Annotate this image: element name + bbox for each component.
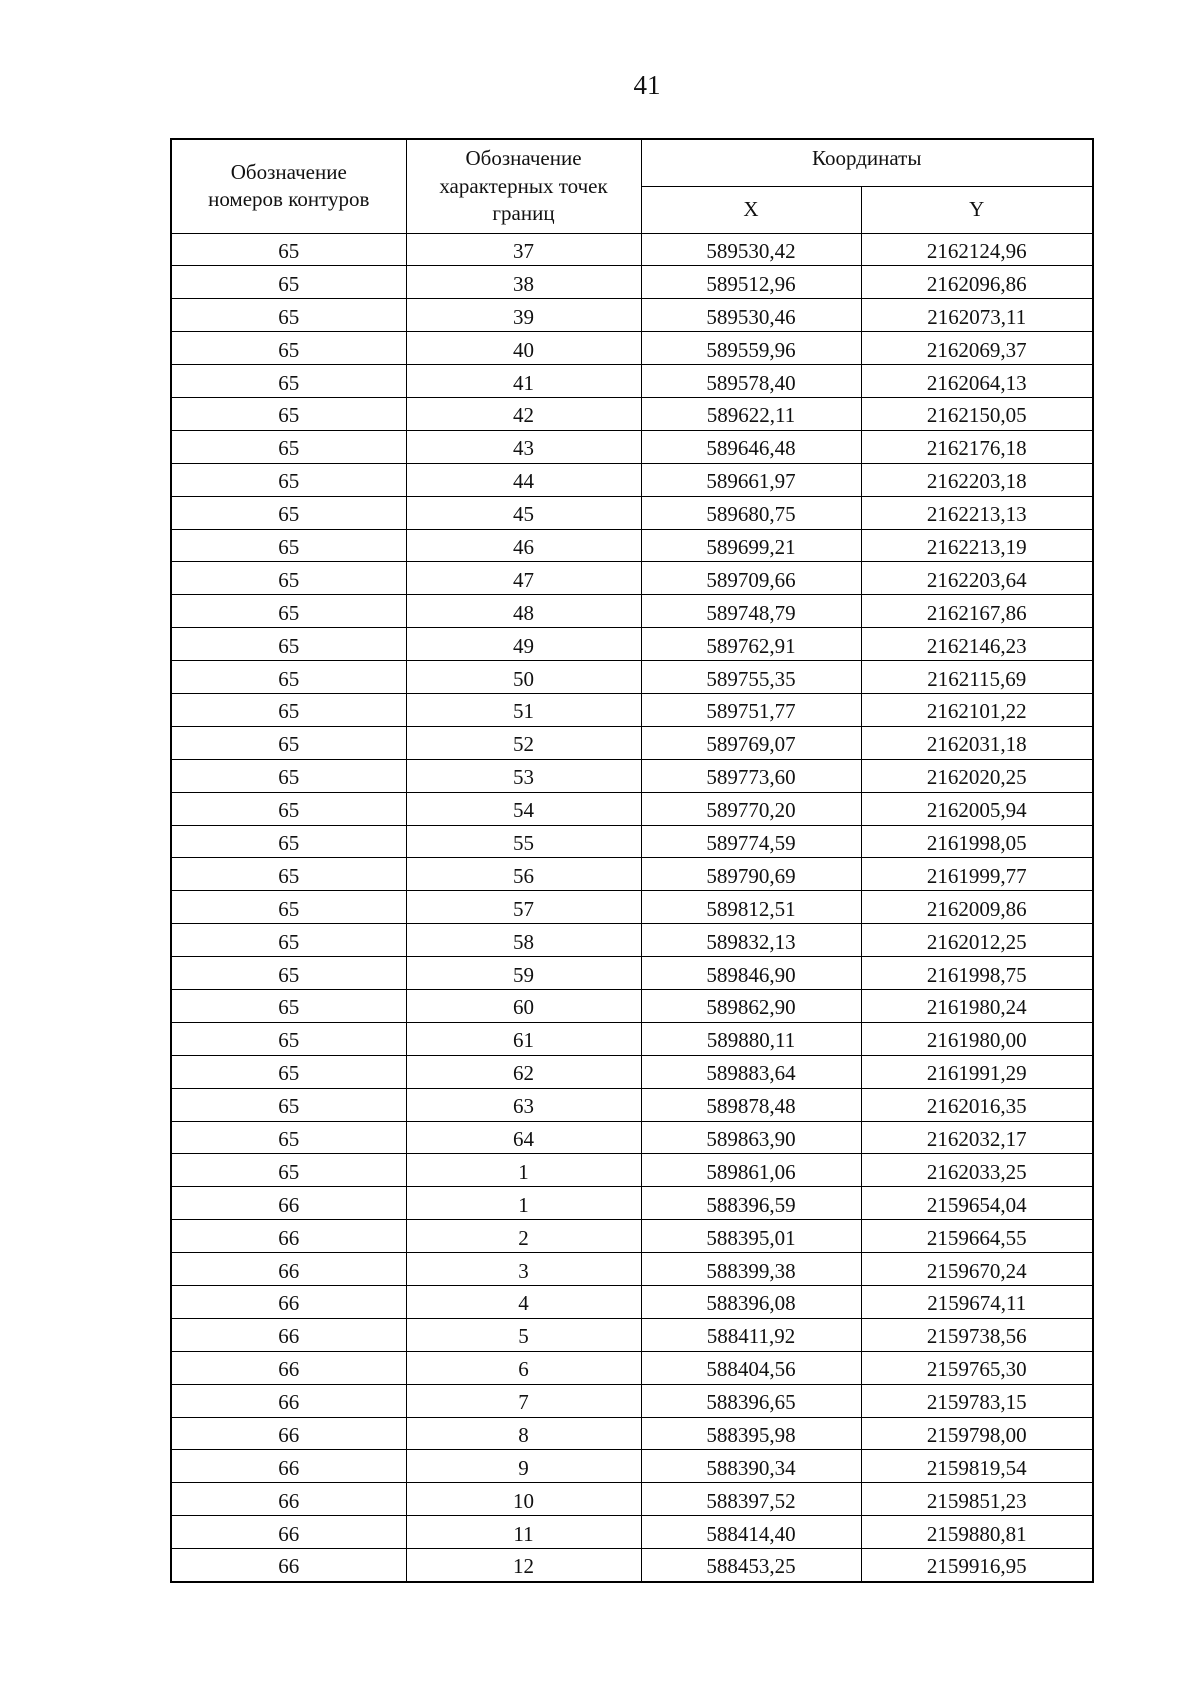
table-row bbox=[171, 233, 1093, 266]
point-number-cell: 37 bbox=[406, 233, 641, 266]
contour-number-cell: 65 bbox=[171, 924, 406, 957]
point-number-cell: 46 bbox=[406, 529, 641, 562]
y-coordinate-cell: 2162032,17 bbox=[861, 1121, 1093, 1154]
x-coordinate-cell: 589699,21 bbox=[641, 529, 861, 562]
x-coordinate-cell: 589661,97 bbox=[641, 463, 861, 496]
contour-number-cell: 65 bbox=[171, 661, 406, 694]
y-coordinate-cell: 2162012,25 bbox=[861, 924, 1093, 957]
table-row bbox=[171, 299, 1093, 332]
contour-number-cell: 65 bbox=[171, 299, 406, 332]
table-row bbox=[171, 397, 1093, 430]
contour-number-cell: 65 bbox=[171, 891, 406, 924]
table-row bbox=[171, 529, 1093, 562]
page-number: 41 bbox=[633, 70, 661, 100]
point-number-cell: 5 bbox=[406, 1318, 641, 1351]
table-row bbox=[171, 562, 1093, 595]
y-coordinate-cell: 2159819,54 bbox=[861, 1450, 1093, 1483]
x-coordinate-cell: 588390,34 bbox=[641, 1450, 861, 1483]
x-coordinate-cell: 589878,48 bbox=[641, 1088, 861, 1121]
y-coordinate-cell: 2162146,23 bbox=[861, 628, 1093, 661]
point-number-cell: 59 bbox=[406, 957, 641, 990]
y-coordinate-cell: 2159916,95 bbox=[861, 1549, 1093, 1582]
y-coordinate-cell: 2162064,13 bbox=[861, 365, 1093, 398]
table-row bbox=[171, 858, 1093, 891]
contour-number-cell: 65 bbox=[171, 365, 406, 398]
point-number-cell: 45 bbox=[406, 496, 641, 529]
y-coordinate-cell: 2161999,77 bbox=[861, 858, 1093, 891]
table-row bbox=[171, 1022, 1093, 1055]
point-number-cell: 51 bbox=[406, 693, 641, 726]
contour-number-cell: 65 bbox=[171, 1121, 406, 1154]
x-coordinate-cell: 589578,40 bbox=[641, 365, 861, 398]
contour-number-cell: 65 bbox=[171, 463, 406, 496]
table-row bbox=[171, 924, 1093, 957]
contour-number-cell: 65 bbox=[171, 825, 406, 858]
y-header: Y bbox=[861, 186, 1093, 233]
x-coordinate-cell: 589646,48 bbox=[641, 430, 861, 463]
table-row bbox=[171, 628, 1093, 661]
point-number-cell: 11 bbox=[406, 1516, 641, 1549]
table-row bbox=[171, 1450, 1093, 1483]
table-row bbox=[171, 1187, 1093, 1220]
contour-number-cell: 65 bbox=[171, 1088, 406, 1121]
y-coordinate-cell: 2162203,18 bbox=[861, 463, 1093, 496]
y-coordinate-cell: 2162167,86 bbox=[861, 595, 1093, 628]
point-number-header bbox=[406, 139, 641, 233]
table-row bbox=[171, 1549, 1093, 1582]
table-header bbox=[171, 139, 1093, 233]
table-body bbox=[171, 233, 1093, 1582]
y-coordinate-cell: 2159654,04 bbox=[861, 1187, 1093, 1220]
x-coordinate-cell: 588395,01 bbox=[641, 1220, 861, 1253]
point-number-cell: 64 bbox=[406, 1121, 641, 1154]
table-row bbox=[171, 1253, 1093, 1286]
y-coordinate-cell: 2161980,24 bbox=[861, 989, 1093, 1022]
x-coordinate-cell: 589812,51 bbox=[641, 891, 861, 924]
x-coordinate-cell: 589883,64 bbox=[641, 1055, 861, 1088]
point-number-cell: 49 bbox=[406, 628, 641, 661]
table-row bbox=[171, 726, 1093, 759]
point-number-cell: 47 bbox=[406, 562, 641, 595]
point-number-cell: 52 bbox=[406, 726, 641, 759]
contour-number-cell: 65 bbox=[171, 266, 406, 299]
point-number-cell: 57 bbox=[406, 891, 641, 924]
contour-number-cell: 66 bbox=[171, 1253, 406, 1286]
x-coordinate-cell: 588411,92 bbox=[641, 1318, 861, 1351]
coordinates-table bbox=[170, 138, 1094, 1583]
y-coordinate-cell: 2159738,56 bbox=[861, 1318, 1093, 1351]
x-coordinate-cell: 589769,07 bbox=[641, 726, 861, 759]
contour-number-cell: 65 bbox=[171, 858, 406, 891]
point-number-cell: 41 bbox=[406, 365, 641, 398]
y-coordinate-cell: 2162031,18 bbox=[861, 726, 1093, 759]
header-line: Обозначение bbox=[465, 146, 582, 171]
contour-number-cell: 65 bbox=[171, 233, 406, 266]
y-coordinate-cell: 2162150,05 bbox=[861, 397, 1093, 430]
x-coordinate-cell: 588396,59 bbox=[641, 1187, 861, 1220]
y-coordinate-cell: 2162203,64 bbox=[861, 562, 1093, 595]
header-line: Обозначение bbox=[230, 159, 347, 184]
table-row bbox=[171, 595, 1093, 628]
x-coordinate-cell: 589530,46 bbox=[641, 299, 861, 332]
point-number-cell: 56 bbox=[406, 858, 641, 891]
contour-number-cell: 65 bbox=[171, 1022, 406, 1055]
table-row bbox=[171, 825, 1093, 858]
table-row bbox=[171, 1121, 1093, 1154]
contour-number-cell: 66 bbox=[171, 1483, 406, 1516]
x-coordinate-cell: 589880,11 bbox=[641, 1022, 861, 1055]
point-number-cell: 48 bbox=[406, 595, 641, 628]
contour-number-cell: 66 bbox=[171, 1351, 406, 1384]
header-line: границ bbox=[492, 200, 555, 225]
point-number-cell: 9 bbox=[406, 1450, 641, 1483]
x-coordinate-cell: 589680,75 bbox=[641, 496, 861, 529]
x-coordinate-cell: 589748,79 bbox=[641, 595, 861, 628]
point-number-cell: 1 bbox=[406, 1187, 641, 1220]
point-number-cell: 7 bbox=[406, 1384, 641, 1417]
contour-number-cell: 65 bbox=[171, 562, 406, 595]
y-coordinate-cell: 2162073,11 bbox=[861, 299, 1093, 332]
x-coordinate-cell: 589773,60 bbox=[641, 759, 861, 792]
table-row bbox=[171, 1417, 1093, 1450]
point-number-cell: 61 bbox=[406, 1022, 641, 1055]
table-row bbox=[171, 1516, 1093, 1549]
header-line: номеров контуров bbox=[208, 187, 370, 212]
y-coordinate-cell: 2159664,55 bbox=[861, 1220, 1093, 1253]
point-number-cell: 58 bbox=[406, 924, 641, 957]
contour-number-cell: 66 bbox=[171, 1384, 406, 1417]
table-row bbox=[171, 957, 1093, 990]
x-coordinate-cell: 588414,40 bbox=[641, 1516, 861, 1549]
point-number-cell: 42 bbox=[406, 397, 641, 430]
contour-number-cell: 65 bbox=[171, 595, 406, 628]
x-coordinate-cell: 589832,13 bbox=[641, 924, 861, 957]
coordinates-header: Координаты bbox=[641, 139, 1093, 186]
contour-number-cell: 65 bbox=[171, 989, 406, 1022]
x-coordinate-cell: 589755,35 bbox=[641, 661, 861, 694]
table-row bbox=[171, 661, 1093, 694]
header-line: характерных точек bbox=[439, 173, 608, 198]
contour-number-cell: 65 bbox=[171, 529, 406, 562]
y-coordinate-cell: 2161998,75 bbox=[861, 957, 1093, 990]
table-row bbox=[171, 430, 1093, 463]
x-coordinate-cell: 589862,90 bbox=[641, 989, 861, 1022]
y-coordinate-cell: 2159880,81 bbox=[861, 1516, 1093, 1549]
y-coordinate-cell: 2161980,00 bbox=[861, 1022, 1093, 1055]
table-row bbox=[171, 1483, 1093, 1516]
x-coordinate-cell: 589762,91 bbox=[641, 628, 861, 661]
table-row bbox=[171, 989, 1093, 1022]
y-coordinate-cell: 2162101,22 bbox=[861, 693, 1093, 726]
y-coordinate-cell: 2162176,18 bbox=[861, 430, 1093, 463]
y-coordinate-cell: 2159674,11 bbox=[861, 1286, 1093, 1319]
table-row bbox=[171, 332, 1093, 365]
contour-number-cell: 66 bbox=[171, 1286, 406, 1319]
point-number-cell: 39 bbox=[406, 299, 641, 332]
contour-number-cell: 65 bbox=[171, 332, 406, 365]
point-number-cell: 12 bbox=[406, 1549, 641, 1582]
x-coordinate-cell: 589530,42 bbox=[641, 233, 861, 266]
y-coordinate-cell: 2159765,30 bbox=[861, 1351, 1093, 1384]
x-coordinate-cell: 589622,11 bbox=[641, 397, 861, 430]
contour-number-cell: 65 bbox=[171, 1154, 406, 1187]
table-row bbox=[171, 496, 1093, 529]
y-coordinate-cell: 2162213,19 bbox=[861, 529, 1093, 562]
y-coordinate-cell: 2162009,86 bbox=[861, 891, 1093, 924]
y-coordinate-cell: 2162096,86 bbox=[861, 266, 1093, 299]
x-coordinate-cell: 589774,59 bbox=[641, 825, 861, 858]
contour-number-cell: 65 bbox=[171, 397, 406, 430]
contour-number-cell: 66 bbox=[171, 1220, 406, 1253]
contour-number-cell: 65 bbox=[171, 430, 406, 463]
contour-number-cell: 65 bbox=[171, 759, 406, 792]
point-number-cell: 1 bbox=[406, 1154, 641, 1187]
x-coordinate-cell: 589559,96 bbox=[641, 332, 861, 365]
contour-number-cell: 66 bbox=[171, 1187, 406, 1220]
x-coordinate-cell: 588453,25 bbox=[641, 1549, 861, 1582]
y-coordinate-cell: 2161991,29 bbox=[861, 1055, 1093, 1088]
table-row bbox=[171, 1220, 1093, 1253]
contour-number-cell: 65 bbox=[171, 628, 406, 661]
y-coordinate-cell: 2162005,94 bbox=[861, 792, 1093, 825]
contour-number-cell: 65 bbox=[171, 1055, 406, 1088]
table-row bbox=[171, 891, 1093, 924]
point-number-cell: 8 bbox=[406, 1417, 641, 1450]
point-number-cell: 55 bbox=[406, 825, 641, 858]
point-number-cell: 50 bbox=[406, 661, 641, 694]
contour-number-cell: 66 bbox=[171, 1417, 406, 1450]
table-row bbox=[171, 759, 1093, 792]
y-coordinate-cell: 2159670,24 bbox=[861, 1253, 1093, 1286]
contour-number-cell: 65 bbox=[171, 792, 406, 825]
contour-number-header bbox=[171, 139, 406, 233]
table-row bbox=[171, 1088, 1093, 1121]
point-number-cell: 53 bbox=[406, 759, 641, 792]
table-row bbox=[171, 1318, 1093, 1351]
y-coordinate-cell: 2159798,00 bbox=[861, 1417, 1093, 1450]
contour-number-cell: 65 bbox=[171, 693, 406, 726]
point-number-cell: 10 bbox=[406, 1483, 641, 1516]
x-header: X bbox=[641, 186, 861, 233]
table-row bbox=[171, 693, 1093, 726]
y-coordinate-cell: 2161998,05 bbox=[861, 825, 1093, 858]
contour-number-cell: 65 bbox=[171, 496, 406, 529]
point-number-cell: 4 bbox=[406, 1286, 641, 1319]
contour-number-cell: 65 bbox=[171, 726, 406, 759]
table-row bbox=[171, 1055, 1093, 1088]
y-coordinate-cell: 2162213,13 bbox=[861, 496, 1093, 529]
x-coordinate-cell: 589863,90 bbox=[641, 1121, 861, 1154]
y-coordinate-cell: 2162033,25 bbox=[861, 1154, 1093, 1187]
y-coordinate-cell: 2162069,37 bbox=[861, 332, 1093, 365]
table-row bbox=[171, 792, 1093, 825]
x-coordinate-cell: 589770,20 bbox=[641, 792, 861, 825]
x-coordinate-cell: 588397,52 bbox=[641, 1483, 861, 1516]
point-number-cell: 3 bbox=[406, 1253, 641, 1286]
contour-number-cell: 65 bbox=[171, 957, 406, 990]
contour-number-cell: 66 bbox=[171, 1450, 406, 1483]
table-row bbox=[171, 463, 1093, 496]
header-row-top bbox=[171, 139, 1093, 186]
point-number-cell: 44 bbox=[406, 463, 641, 496]
table-row bbox=[171, 1351, 1093, 1384]
x-coordinate-cell: 588396,65 bbox=[641, 1384, 861, 1417]
point-number-cell: 54 bbox=[406, 792, 641, 825]
x-coordinate-cell: 588399,38 bbox=[641, 1253, 861, 1286]
y-coordinate-cell: 2162115,69 bbox=[861, 661, 1093, 694]
x-coordinate-cell: 589846,90 bbox=[641, 957, 861, 990]
point-number-cell: 43 bbox=[406, 430, 641, 463]
y-coordinate-cell: 2162124,96 bbox=[861, 233, 1093, 266]
point-number-cell: 63 bbox=[406, 1088, 641, 1121]
y-coordinate-cell: 2162020,25 bbox=[861, 759, 1093, 792]
x-coordinate-cell: 589751,77 bbox=[641, 693, 861, 726]
x-coordinate-cell: 588395,98 bbox=[641, 1417, 861, 1450]
y-coordinate-cell: 2162016,35 bbox=[861, 1088, 1093, 1121]
table-row bbox=[171, 1286, 1093, 1319]
point-number-cell: 40 bbox=[406, 332, 641, 365]
table-row bbox=[171, 1154, 1093, 1187]
table-row bbox=[171, 1384, 1093, 1417]
x-coordinate-cell: 589512,96 bbox=[641, 266, 861, 299]
point-number-cell: 62 bbox=[406, 1055, 641, 1088]
table-row bbox=[171, 266, 1093, 299]
y-coordinate-cell: 2159783,15 bbox=[861, 1384, 1093, 1417]
point-number-cell: 6 bbox=[406, 1351, 641, 1384]
y-coordinate-cell: 2159851,23 bbox=[861, 1483, 1093, 1516]
x-coordinate-cell: 589709,66 bbox=[641, 562, 861, 595]
x-coordinate-cell: 589861,06 bbox=[641, 1154, 861, 1187]
point-number-cell: 60 bbox=[406, 989, 641, 1022]
point-number-cell: 38 bbox=[406, 266, 641, 299]
contour-number-cell: 66 bbox=[171, 1318, 406, 1351]
table-row bbox=[171, 365, 1093, 398]
x-coordinate-cell: 589790,69 bbox=[641, 858, 861, 891]
x-coordinate-cell: 588404,56 bbox=[641, 1351, 861, 1384]
contour-number-cell: 66 bbox=[171, 1549, 406, 1582]
contour-number-cell: 66 bbox=[171, 1516, 406, 1549]
point-number-cell: 2 bbox=[406, 1220, 641, 1253]
x-coordinate-cell: 588396,08 bbox=[641, 1286, 861, 1319]
